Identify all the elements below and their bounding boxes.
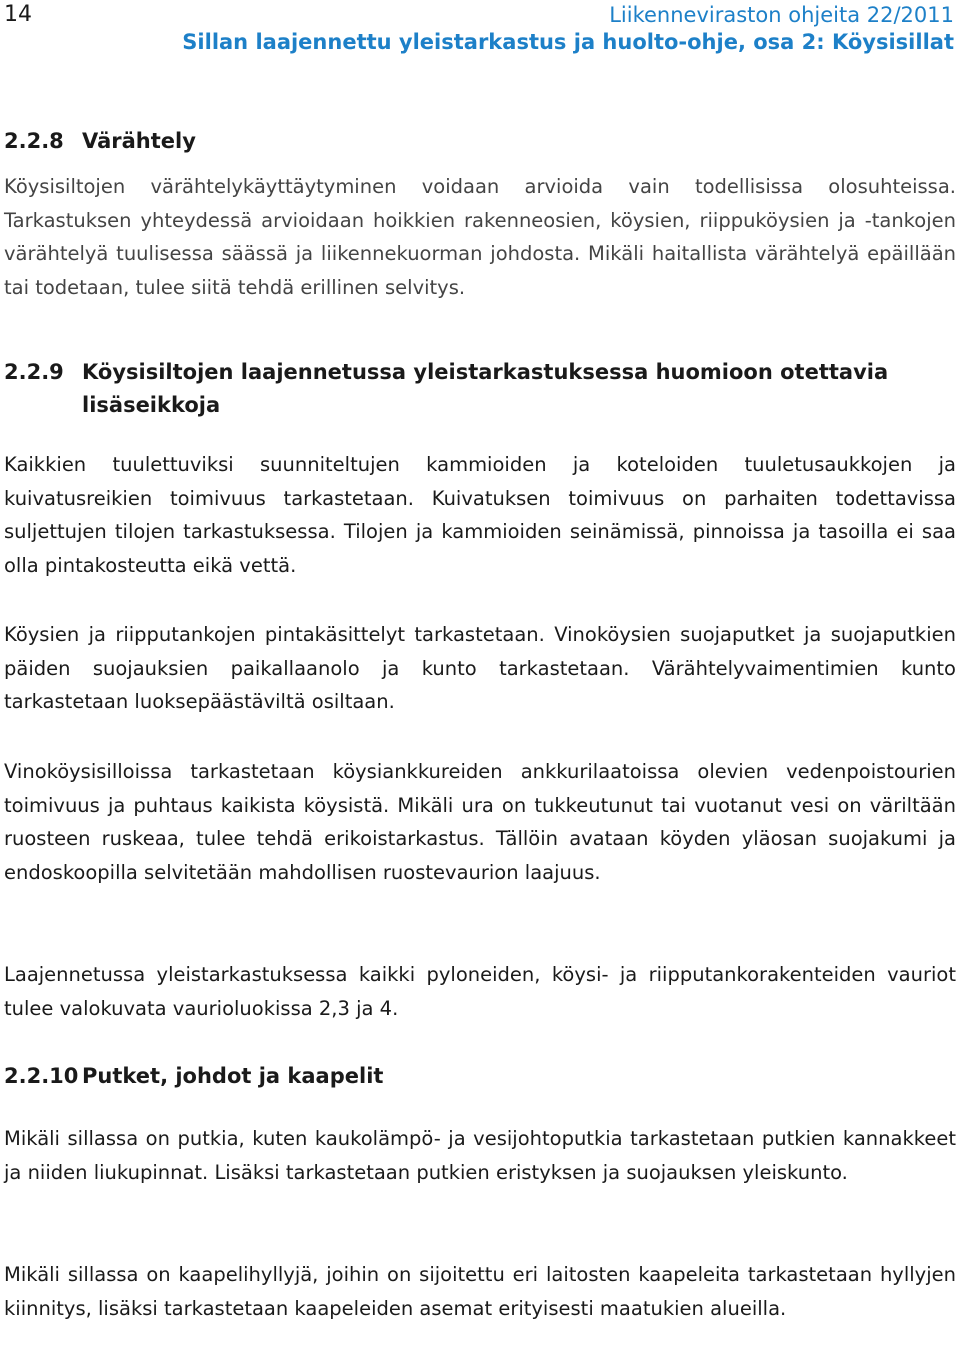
paragraph-ventilation: Kaikkien tuulettuviksi suunniteltujen kammioiden ja koteloiden tuuletusaukkojen ja kuivatusreikien toimivuus tarkastetaan. Kuivatuksen toimivuus on parhaiten todettavissa suljettujen tilojen tarkastuksessa. Tilojen ja kammioiden seinämissä, pinnoissa ja tasoilla ei saa olla pintakosteutta eikä vettä. bbox=[4, 453, 956, 577]
section-title: Värähtely bbox=[82, 129, 196, 153]
section-heading-2-2-10 bbox=[4, 1060, 383, 1093]
section-number: 2.2.10 bbox=[4, 1064, 79, 1088]
publication-series: Liikenneviraston ohjeita 22/2011 bbox=[609, 3, 954, 27]
paragraph-anchorages: Vinoköysisilloissa tarkastetaan köysiankkureiden ankkurilaatoissa olevien vedenpoistourien toimivuus ja puhtaus kaikista köysistä. Mikäli ura on tukkeutunut tai vuotanut vesi on väriltään ruosteen ruskeaa, tulee tehdä erikoistarkastus. Tällöin avataan köyden yläosan suojakumi ja endoskoopilla selvitetään mahdollisen ruostevaurion laajuus. bbox=[4, 760, 956, 884]
section-heading-2-2-9 bbox=[4, 356, 942, 422]
section-number: 2.2.9 bbox=[4, 360, 64, 384]
paragraph-cable-trays: Mikäli sillassa on kaapelihyllyjä, joihin on sijoitettu eri laitosten kaapeleita tarkastetaan hyllyjen kiinnitys, lisäksi tarkastetaan kaapeleiden asemat erityisesti maatukien alueilla. bbox=[4, 1263, 956, 1320]
running-header bbox=[154, 2, 954, 56]
section-title: Putket, johdot ja kaapelit bbox=[82, 1064, 384, 1088]
document-title: Sillan laajennettu yleistarkastus ja huolto-ohje, osa 2: Köysisillat bbox=[182, 30, 954, 54]
page-number: 14 bbox=[4, 2, 32, 27]
paragraph-pipes: Mikäli sillassa on putkia, kuten kaukolämpö- ja vesijohtoputkia tarkastetaan putkien kannakkeet ja niiden liukupinnat. Lisäksi tarkastetaan putkien eristyksen ja suojauksen yleiskunto. bbox=[4, 1127, 956, 1184]
paragraph-vibration: Köysisiltojen värähtelykäyttäytyminen voidaan arvioida vain todellisissa olosuhteissa. Tarkastuksen yhteydessä arvioidaan hoikkien rakenneosien, köysien, riippuköysien ja -tankojen värähtelyä tuulisessa säässä ja liikennekuorman johdosta. Mikäli haitallista värähtelyä epäillään tai todetaan, tulee siitä tehdä erillinen selvitys. bbox=[4, 175, 956, 299]
section-title: Köysisiltojen laajennetussa yleistarkastuksessa huomioon otettavia lisäseikkoja bbox=[82, 360, 889, 417]
section-heading-2-2-8 bbox=[4, 125, 196, 158]
section-number: 2.2.8 bbox=[4, 129, 64, 153]
paragraph-photography: Laajennetussa yleistarkastuksessa kaikki pyloneiden, köysi- ja riipputankorakenteiden vauriot tulee valokuvata vaurioluokissa 2,3 ja 4. bbox=[4, 963, 956, 1020]
paragraph-cable-coatings: Köysien ja riipputankojen pintakäsittelyt tarkastetaan. Vinoköysien suojaputket ja suojaputkien päiden suojauksien paikallaanolo ja kunto tarkastetaan. Värähtelyvaimentimien kunto tarkastetaan luoksepäästäviltä osiltaan. bbox=[4, 623, 956, 713]
